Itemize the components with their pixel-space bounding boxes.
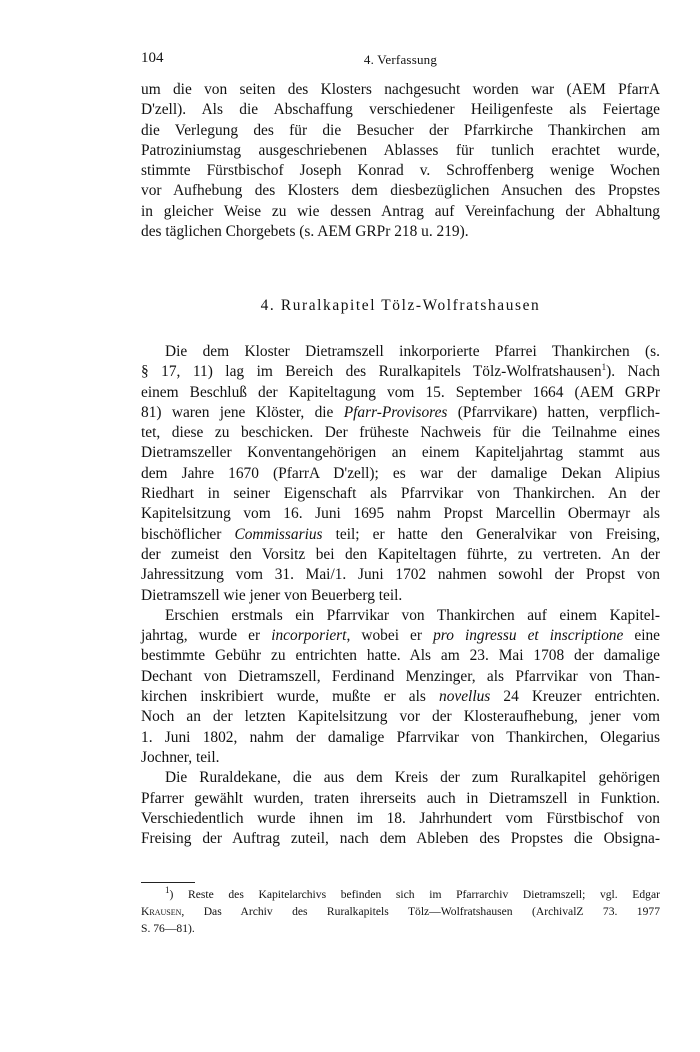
paragraph-2 (141, 606, 660, 768)
text-line: Verschiedentlich wurde ihnen im 18. Jahrhundert vom Fürstbischof von (141, 809, 660, 827)
paragraph-1 (141, 342, 660, 606)
text-line: kirchen inskribiert wurde, mußte er als novellus 24 Kreuzer entrichten. (141, 688, 660, 706)
text-line: Riedhart in seiner Eigenschaft als Pfarrvikar von Thankirchen. An der (141, 485, 660, 503)
text-line: D'zell). Als die Abschaffung verschiedener Heiligenfeste als Feiertage (141, 101, 660, 119)
section-heading: 4. Ruralkapitel Tölz-Wolfratshausen (260, 297, 541, 314)
text-line: Pfarrer gewählt wurden, traten ihrerseits auch in Dietramszell in Funktion. (141, 789, 660, 807)
text-line: Patroziniumstag ausgeschriebenen Ablasses für tunlich erachtet wurde, (141, 141, 660, 159)
text-line: Dietramszell wie jener von Beuerberg teil. (141, 586, 403, 604)
text-line: stimmte Fürstbischof Joseph Konrad v. Schroffenberg wenige Wochen (141, 162, 660, 180)
emphasis: pro ingressu et inscriptione (433, 627, 624, 645)
page-header (141, 50, 660, 72)
footnote-marker: 1 (601, 362, 607, 373)
text-line: jahrtag, wurde er incorporiert, wobei er pro ingressu et inscriptione eine (141, 627, 661, 645)
text-line: der zumeist den Vorsitz bei den Kapiteltagen führte, zu vertreten. An der (141, 545, 660, 563)
running-head: 4. Verfassung (363, 52, 438, 67)
emphasis: Pfarr-Provisores (343, 403, 448, 421)
text-line: Die Ruraldekane, die aus dem Kreis der zum Ruralkapitel gehörigen (165, 769, 660, 787)
footnote-line: $^1$) Reste des Kapitelarchivs befinden sich im Pfarrarchiv Dietramszell; vgl. Edgar (165, 885, 660, 901)
text-line: Jahressitzung vom 31. Mai/1. Juni 1702 nahmen sowohl der Propst von (141, 566, 660, 584)
emphasis: incorporiert (271, 627, 347, 645)
text-line: tet, diese zu beschicken. Der früheste Nachweis für die Teilnahme eines (141, 424, 660, 442)
footnote-line: Krausen, Das Archiv des Ruralkapitels Tölz—Wolfratshausen (ArchivalZ 73. 1977 (141, 905, 660, 918)
text-line: die Verlegung des für die Besucher der Pfarrkirche Thankirchen am (141, 121, 660, 139)
text-line: § 17, 11) lag im Bereich des Ruralkapitels Tölz-Wolfratshausen$^1$). Nach (141, 362, 660, 381)
page-number: 104 (141, 50, 164, 66)
text-line: um die von seiten des Klosters nachgesucht worden war (AEM PfarrA (141, 81, 660, 98)
text-line: Die dem Kloster Dietramszell inkorporierte Pfarrei Thankirchen (s. (165, 343, 660, 360)
text-line: Jochner, teil. (141, 748, 220, 766)
text-line: vor Aufhebung des Klosters dem diesbezüglichen Ansuchen des Propstes (141, 182, 660, 200)
text-line: Kapitelsitzung vom 16. Juni 1695 nahm Propst Marcellin Obermayr als (141, 505, 660, 523)
text-line: Dechant von Dietramszell, Ferdinand Menzinger, als Pfarrvikar von Than- (141, 667, 660, 685)
text-line: Freising der Auftrag zuteil, nach dem Ableben des Propstes die Obsigna- (141, 830, 660, 848)
text-line: einem Beschluß der Kapiteltagung vom 15. September 1664 (AEM GRPr (141, 383, 660, 401)
text-line: Erschien erstmals ein Pfarrvikar von Thankirchen auf einem Kapitel- (165, 606, 660, 624)
text-line: Dietramszeller Konventangehörigen an einem Kapiteljahrtag stammt aus (141, 444, 660, 462)
footnote-marker: 1 (165, 885, 170, 896)
intro-paragraph (141, 80, 660, 242)
text-line: bestimmte Gebühr zu entrichten hatte. Als am 23. Mai 1708 der damalige (141, 647, 660, 665)
footnote (141, 886, 660, 937)
text-line: dem Jahre 1670 (PfarrA D'zell); es war der damalige Dekan Alipius (141, 464, 660, 482)
emphasis: novellus (439, 688, 491, 706)
footnote-divider (141, 882, 195, 883)
text-line: 81) waren jene Klöster, die Pfarr-Provisores (Pfarrvikare) hatten, verpflich- (141, 403, 660, 421)
text-line: 1. Juni 1802, nahm der damalige Pfarrvikar von Thankirchen, Olegarius (141, 728, 660, 746)
footnote-line: S. 76—81). (141, 922, 195, 935)
section-body (141, 342, 660, 849)
text-line: des täglichen Chorgebets (s. AEM GRPr 218 u. 219). (141, 223, 469, 241)
text-line: Noch an der letzten Kapitelsitzung vor der Klosteraufhebung, jener vom (141, 708, 660, 726)
emphasis: Commissarius (234, 525, 323, 543)
paragraph-3 (141, 768, 660, 849)
text-line: in gleicher Weise zu wie dessen Antrag auf Vereinfachung der Abhaltung (141, 202, 660, 220)
text-line: bischöflicher Commissarius teil; er hatte den Generalvikar von Freising, (141, 525, 660, 543)
